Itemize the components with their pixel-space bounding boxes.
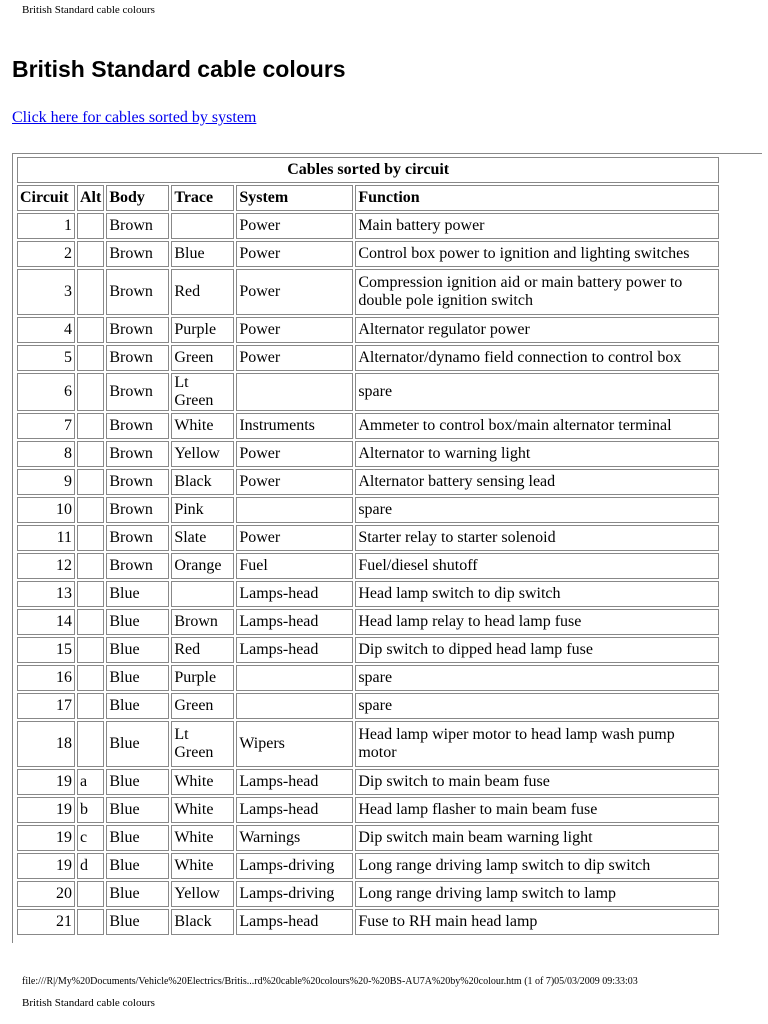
system-cell: Wipers — [236, 721, 353, 767]
function-cell: Head lamp wiper motor to head lamp wash pump motor — [355, 721, 719, 767]
table-row — [17, 525, 719, 551]
function-cell: Long range driving lamp switch to dip switch — [355, 853, 719, 879]
body-cell: Blue — [106, 665, 169, 691]
circuit-cell: 7 — [17, 413, 75, 439]
trace-cell: White — [171, 413, 234, 439]
table-row — [17, 413, 719, 439]
system-cell: Power — [236, 269, 353, 315]
system-cell: Lamps-driving — [236, 881, 353, 907]
table-row — [17, 317, 719, 343]
trace-cell: Pink — [171, 497, 234, 523]
alt-cell — [77, 693, 104, 719]
alt-cell: b — [77, 797, 104, 823]
trace-cell: Red — [171, 637, 234, 663]
system-cell: Lamps-head — [236, 797, 353, 823]
system-cell: Lamps-head — [236, 581, 353, 607]
circuit-cell: 19 — [17, 853, 75, 879]
alt-cell — [77, 213, 104, 239]
body-cell: Brown — [106, 497, 169, 523]
circuit-cell: 12 — [17, 553, 75, 579]
page-title: British Standard cable colours — [12, 56, 346, 82]
circuit-cell: 1 — [17, 213, 75, 239]
circuit-cell: 8 — [17, 441, 75, 467]
body-cell: Brown — [106, 269, 169, 315]
alt-cell — [77, 609, 104, 635]
system-cell: Power — [236, 213, 353, 239]
column-header: Alt — [77, 185, 104, 211]
function-cell: Ammeter to control box/main alternator terminal — [355, 413, 719, 439]
system-cell: Instruments — [236, 413, 353, 439]
alt-cell — [77, 469, 104, 495]
function-cell: Dip switch main beam warning light — [355, 825, 719, 851]
table-row — [17, 909, 719, 935]
system-cell: Lamps-driving — [236, 853, 353, 879]
table-row — [17, 373, 719, 411]
system-cell — [236, 497, 353, 523]
circuit-cell: 2 — [17, 241, 75, 267]
trace-cell: Brown — [171, 609, 234, 635]
circuit-cell: 14 — [17, 609, 75, 635]
circuit-cell: 19 — [17, 769, 75, 795]
alt-cell — [77, 497, 104, 523]
table-row — [17, 721, 719, 767]
body-cell: Brown — [106, 525, 169, 551]
system-cell: Fuel — [236, 553, 353, 579]
function-cell: spare — [355, 373, 719, 411]
function-cell: Fuel/diesel shutoff — [355, 553, 719, 579]
function-cell: Head lamp switch to dip switch — [355, 581, 719, 607]
table-caption: Cables sorted by circuit — [17, 157, 719, 183]
system-cell — [236, 665, 353, 691]
body-cell: Brown — [106, 213, 169, 239]
function-cell: Fuse to RH main head lamp — [355, 909, 719, 935]
trace-cell: Lt Green — [171, 721, 234, 767]
circuit-cell: 21 — [17, 909, 75, 935]
trace-cell: Blue — [171, 241, 234, 267]
function-cell: Control box power to ignition and lighting switches — [355, 241, 719, 267]
body-cell: Blue — [106, 909, 169, 935]
function-cell: spare — [355, 665, 719, 691]
trace-cell — [171, 581, 234, 607]
table-row — [17, 441, 719, 467]
system-cell: Lamps-head — [236, 769, 353, 795]
circuit-cell: 9 — [17, 469, 75, 495]
function-cell: Dip switch to dipped head lamp fuse — [355, 637, 719, 663]
body-cell: Brown — [106, 469, 169, 495]
alt-cell — [77, 553, 104, 579]
system-cell: Warnings — [236, 825, 353, 851]
trace-cell: Slate — [171, 525, 234, 551]
body-cell: Blue — [106, 637, 169, 663]
circuit-cell: 11 — [17, 525, 75, 551]
function-cell: spare — [355, 693, 719, 719]
alt-cell: a — [77, 769, 104, 795]
table-row — [17, 825, 719, 851]
alt-cell — [77, 317, 104, 343]
body-cell: Blue — [106, 693, 169, 719]
table-row — [17, 497, 719, 523]
function-cell: Compression ignition aid or main battery power to double pole ignition switch — [355, 269, 719, 315]
circuit-cell: 16 — [17, 665, 75, 691]
trace-cell: Green — [171, 693, 234, 719]
circuit-cell: 10 — [17, 497, 75, 523]
body-cell: Blue — [106, 853, 169, 879]
body-cell: Brown — [106, 373, 169, 411]
table-row — [17, 345, 719, 371]
circuit-cell: 13 — [17, 581, 75, 607]
body-cell: Blue — [106, 609, 169, 635]
body-cell: Brown — [106, 345, 169, 371]
column-header: Body — [106, 185, 169, 211]
table-row — [17, 665, 719, 691]
alt-cell — [77, 665, 104, 691]
function-cell: Dip switch to main beam fuse — [355, 769, 719, 795]
circuit-cell: 4 — [17, 317, 75, 343]
alt-cell — [77, 241, 104, 267]
table-row — [17, 769, 719, 795]
body-cell: Brown — [106, 317, 169, 343]
alt-cell — [77, 345, 104, 371]
table-row — [17, 853, 719, 879]
column-header: Trace — [171, 185, 234, 211]
system-cell: Power — [236, 241, 353, 267]
circuit-cell: 19 — [17, 825, 75, 851]
table-row — [17, 637, 719, 663]
circuit-cell: 3 — [17, 269, 75, 315]
table-body — [17, 213, 719, 935]
body-cell: Blue — [106, 825, 169, 851]
page-header: British Standard cable colours — [22, 4, 155, 16]
circuit-cell: 15 — [17, 637, 75, 663]
function-cell: Alternator to warning light — [355, 441, 719, 467]
trace-cell: Orange — [171, 553, 234, 579]
circuit-cell: 18 — [17, 721, 75, 767]
sorted-by-system-link[interactable]: Click here for cables sorted by system — [12, 109, 257, 126]
system-cell: Lamps-head — [236, 609, 353, 635]
alt-cell: d — [77, 853, 104, 879]
body-cell: Blue — [106, 881, 169, 907]
body-cell: Blue — [106, 769, 169, 795]
trace-cell: Yellow — [171, 881, 234, 907]
function-cell: Main battery power — [355, 213, 719, 239]
circuit-cell: 20 — [17, 881, 75, 907]
footer-url: file:///R|/My%20Documents/Vehicle%20Electrics/Britis...rd%20cable%20colours%20-%20BS-AU7A%20by%20colour.htm (1 of 7)05/03/2009 09:33:03 — [22, 976, 638, 987]
table-row — [17, 881, 719, 907]
body-cell: Brown — [106, 413, 169, 439]
body-cell: Brown — [106, 441, 169, 467]
system-cell: Lamps-head — [236, 909, 353, 935]
function-cell: Head lamp relay to head lamp fuse — [355, 609, 719, 635]
trace-cell: White — [171, 853, 234, 879]
function-cell: Alternator/dynamo field connection to control box — [355, 345, 719, 371]
trace-cell: Green — [171, 345, 234, 371]
trace-cell: Lt Green — [171, 373, 234, 411]
system-cell: Lamps-head — [236, 637, 353, 663]
table-header-row — [17, 185, 719, 211]
alt-cell — [77, 721, 104, 767]
table-row — [17, 797, 719, 823]
table-row — [17, 553, 719, 579]
circuit-cell: 5 — [17, 345, 75, 371]
body-cell: Blue — [106, 581, 169, 607]
system-cell: Power — [236, 345, 353, 371]
function-cell: Alternator battery sensing lead — [355, 469, 719, 495]
system-cell: Power — [236, 317, 353, 343]
function-cell: Starter relay to starter solenoid — [355, 525, 719, 551]
body-cell: Brown — [106, 241, 169, 267]
system-cell: Power — [236, 525, 353, 551]
alt-cell — [77, 637, 104, 663]
body-cell: Blue — [106, 797, 169, 823]
alt-cell — [77, 269, 104, 315]
trace-cell: Purple — [171, 665, 234, 691]
circuit-cell: 17 — [17, 693, 75, 719]
cable-table-container — [12, 153, 762, 943]
system-cell — [236, 373, 353, 411]
trace-cell: White — [171, 825, 234, 851]
alt-cell — [77, 413, 104, 439]
column-header: Function — [355, 185, 719, 211]
system-cell: Power — [236, 441, 353, 467]
table-row — [17, 213, 719, 239]
alt-cell — [77, 441, 104, 467]
trace-cell: Purple — [171, 317, 234, 343]
footer-title: British Standard cable colours — [22, 997, 155, 1009]
table-row — [17, 241, 719, 267]
table-row — [17, 581, 719, 607]
circuit-cell: 19 — [17, 797, 75, 823]
circuit-cell: 6 — [17, 373, 75, 411]
alt-cell — [77, 581, 104, 607]
system-cell: Power — [236, 469, 353, 495]
alt-cell — [77, 881, 104, 907]
trace-cell: White — [171, 769, 234, 795]
function-cell: Head lamp flasher to main beam fuse — [355, 797, 719, 823]
alt-cell — [77, 525, 104, 551]
trace-cell: Yellow — [171, 441, 234, 467]
alt-cell — [77, 373, 104, 411]
trace-cell: White — [171, 797, 234, 823]
table-row — [17, 693, 719, 719]
column-header: System — [236, 185, 353, 211]
column-header: Circuit — [17, 185, 75, 211]
trace-cell: Black — [171, 469, 234, 495]
function-cell: spare — [355, 497, 719, 523]
trace-cell: Black — [171, 909, 234, 935]
function-cell: Long range driving lamp switch to lamp — [355, 881, 719, 907]
cable-table — [15, 155, 721, 937]
alt-cell: c — [77, 825, 104, 851]
trace-cell: Red — [171, 269, 234, 315]
function-cell: Alternator regulator power — [355, 317, 719, 343]
table-row — [17, 269, 719, 315]
body-cell: Brown — [106, 553, 169, 579]
table-row — [17, 609, 719, 635]
alt-cell — [77, 909, 104, 935]
table-row — [17, 469, 719, 495]
trace-cell — [171, 213, 234, 239]
system-cell — [236, 693, 353, 719]
body-cell: Blue — [106, 721, 169, 767]
